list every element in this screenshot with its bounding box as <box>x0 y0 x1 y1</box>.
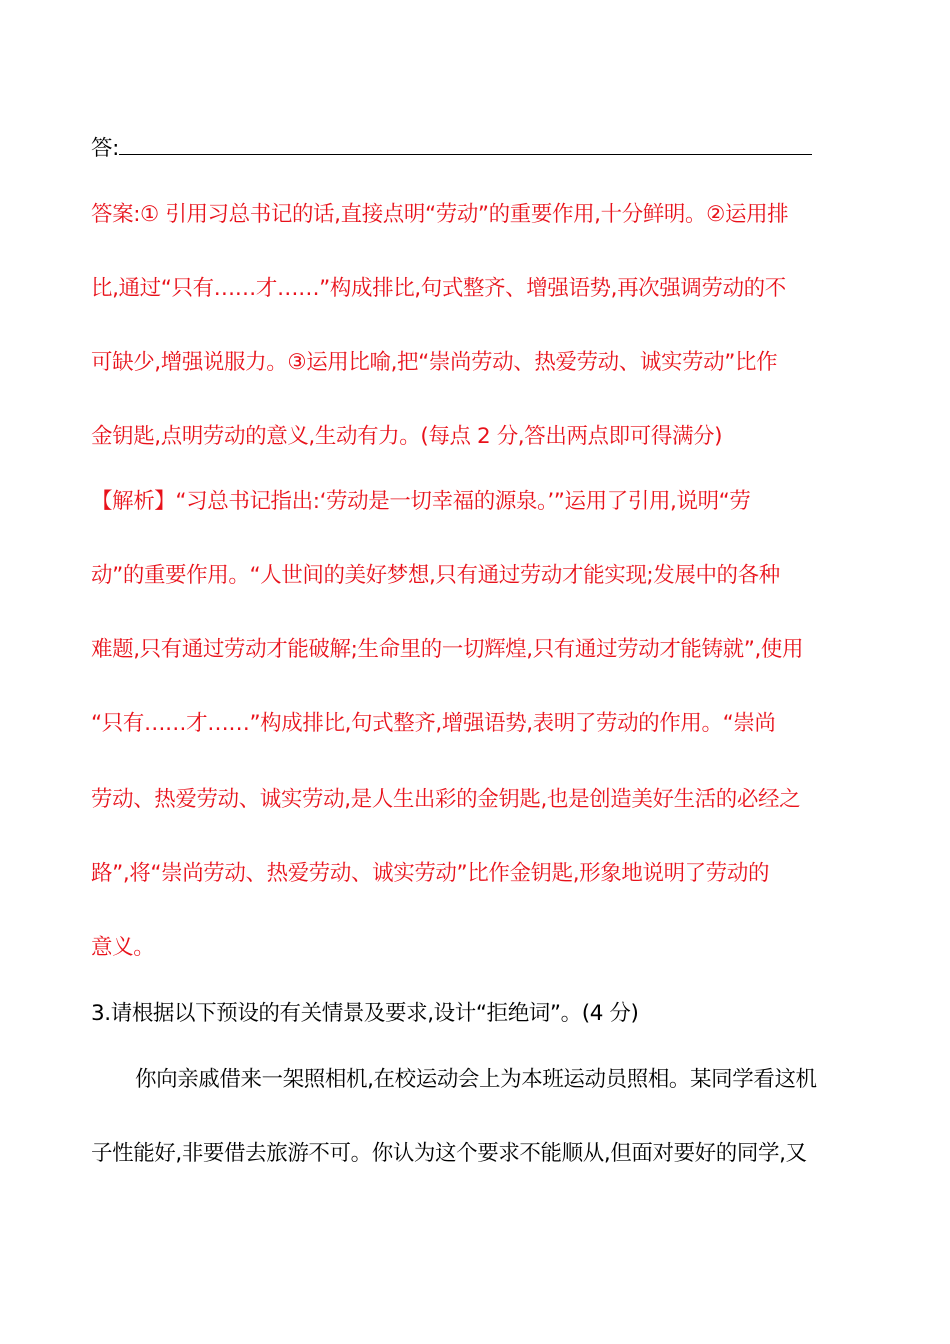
answer-prompt-label: 答: <box>91 136 119 161</box>
answer-blank-line <box>119 134 812 155</box>
analysis-line: 路”,将“崇尚劳动、热爱劳动、诚实劳动”比作金钥匙,形象地说明了劳动的 <box>91 861 770 886</box>
analysis-line: 意义。 <box>91 935 155 960</box>
analysis-line: 【解析】“习总书记指出:‘劳动是一切幸福的源泉。’”运用了引用,说明“劳 <box>91 489 751 514</box>
question-3-body-line: 你向亲戚借来一架照相机,在校运动会上为本班运动员照相。某同学看这机 <box>135 1067 817 1092</box>
analysis-line: 动”的重要作用。“人世间的美好梦想,只有通过劳动才能实现;发展中的各种 <box>91 563 780 588</box>
analysis-line: “只有……才……”构成排比,句式整齐,增强语势,表明了劳动的作用。“崇尚 <box>91 711 776 736</box>
answer-prompt-line <box>91 134 861 164</box>
question-3-title: 3.请根据以下预设的有关情景及要求,设计“拒绝词”。(4 分) <box>91 1001 639 1026</box>
analysis-line: 劳动、热爱劳动、诚实劳动,是人生出彩的金钥匙,也是创造美好生活的必经之 <box>91 787 801 812</box>
question-3-body-line: 子性能好,非要借去旅游不可。你认为这个要求不能顺从,但面对要好的同学,又 <box>91 1141 807 1166</box>
answer-line: 金钥匙,点明劳动的意义,生动有力。(每点 2 分,答出两点即可得满分) <box>91 424 723 449</box>
answer-line: 比,通过“只有……才……”构成排比,句式整齐、增强语势,再次强调劳动的不 <box>91 276 786 301</box>
answer-line: 答案:① 引用习总书记的话,直接点明“劳动”的重要作用,十分鲜明。②运用排 <box>91 202 789 227</box>
answer-line: 可缺少,增强说服力。③运用比喻,把“崇尚劳动、热爱劳动、诚实劳动”比作 <box>91 350 778 375</box>
analysis-line: 难题,只有通过劳动才能破解;生命里的一切辉煌,只有通过劳动才能铸就”,使用 <box>91 637 804 662</box>
